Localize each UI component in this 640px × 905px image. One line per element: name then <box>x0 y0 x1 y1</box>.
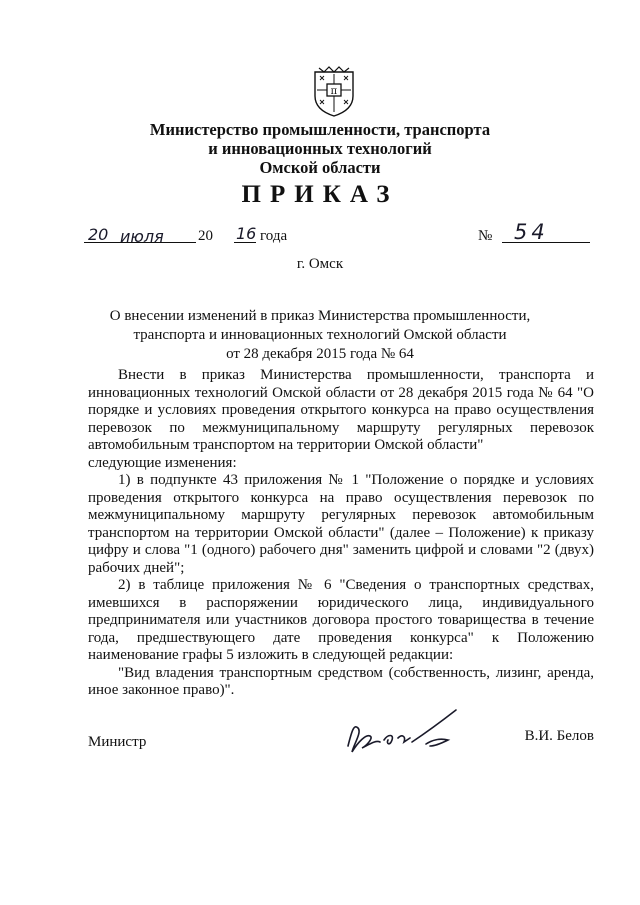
subject-line: транспорта и инновационных технологий Омской области <box>133 327 507 343</box>
date-year-suffix-handwritten: 16 <box>236 224 257 243</box>
signer-position: Министр <box>88 734 147 750</box>
number-handwritten: 54 <box>514 220 549 244</box>
body-paragraph: "Вид владения транспортным средством (собственность, лизинг, аренда, иное законное право)". <box>88 664 594 698</box>
ministry-line: Министерство промышленности, транспорта <box>149 120 491 139</box>
signature-block <box>88 700 594 770</box>
date-year-underline <box>234 242 256 243</box>
svg-text:п: п <box>330 86 338 97</box>
subject-line: О внесении изменений в приказ Министерства промышленности, <box>109 308 531 324</box>
order-number <box>478 222 592 248</box>
number-label: № <box>478 228 493 244</box>
ministry-line: и инновационных технологий <box>208 139 432 158</box>
body-paragraph: 2) в таблице приложения № 6 "Сведения о транспортных средствах, имевшихся в распоряжении юридического лица, индивидуального предпринимателя или участников договора простого товарищества в течение года, предшествующего дате проведения конкурса" к Положению наименование графы 5 изложить в следующей редакции: <box>88 577 594 663</box>
ministry-name <box>120 120 520 177</box>
date-day-handwritten: 20 <box>88 225 109 244</box>
subject-line: от 28 декабря 2015 года № 64 <box>226 346 414 362</box>
handwritten-signature-icon <box>340 700 470 764</box>
ministry-line: Омской области <box>259 158 381 177</box>
order-date <box>84 222 288 248</box>
date-word: года <box>260 228 288 244</box>
number-underline <box>502 242 590 243</box>
city: г. Омск <box>296 256 344 272</box>
order-body <box>88 367 594 700</box>
date-day-underline <box>84 242 118 243</box>
document-type-title: ПРИКАЗ <box>241 181 399 208</box>
date-month-handwritten: июля <box>120 227 164 246</box>
omsk-coat-of-arms-icon <box>312 64 356 118</box>
body-paragraph: следующие изменения: <box>88 454 237 471</box>
signer-name: В.И. Белов <box>524 728 594 744</box>
date-month-underline <box>118 242 196 243</box>
body-paragraph: Внести в приказ Министерства промышленности, транспорта и инновационных технологий Омской области от 28 декабря 2015 года № 64 "О порядке и условиях проведения открытого конкурса на право осуществления перевозок по межмуниципальному маршруту регулярных перевозок автомобильным транспортом на территории Омской области" <box>88 367 594 453</box>
date-year-prefix: 20 <box>198 228 213 244</box>
body-paragraph: 1) в подпункте 43 приложения № 1 "Положение о порядке и условиях проведения открытого конкурса на право осуществления перевозок по межмуниципальному маршруту регулярных перевозок автомобильным транспортом на территории Омской области" (далее – Положение) к приказу цифру и слова "1 (одного) рабочего дня" заменить цифрой и словами "2 (двух) рабочих дней"; <box>88 472 594 576</box>
order-subject <box>100 307 540 364</box>
